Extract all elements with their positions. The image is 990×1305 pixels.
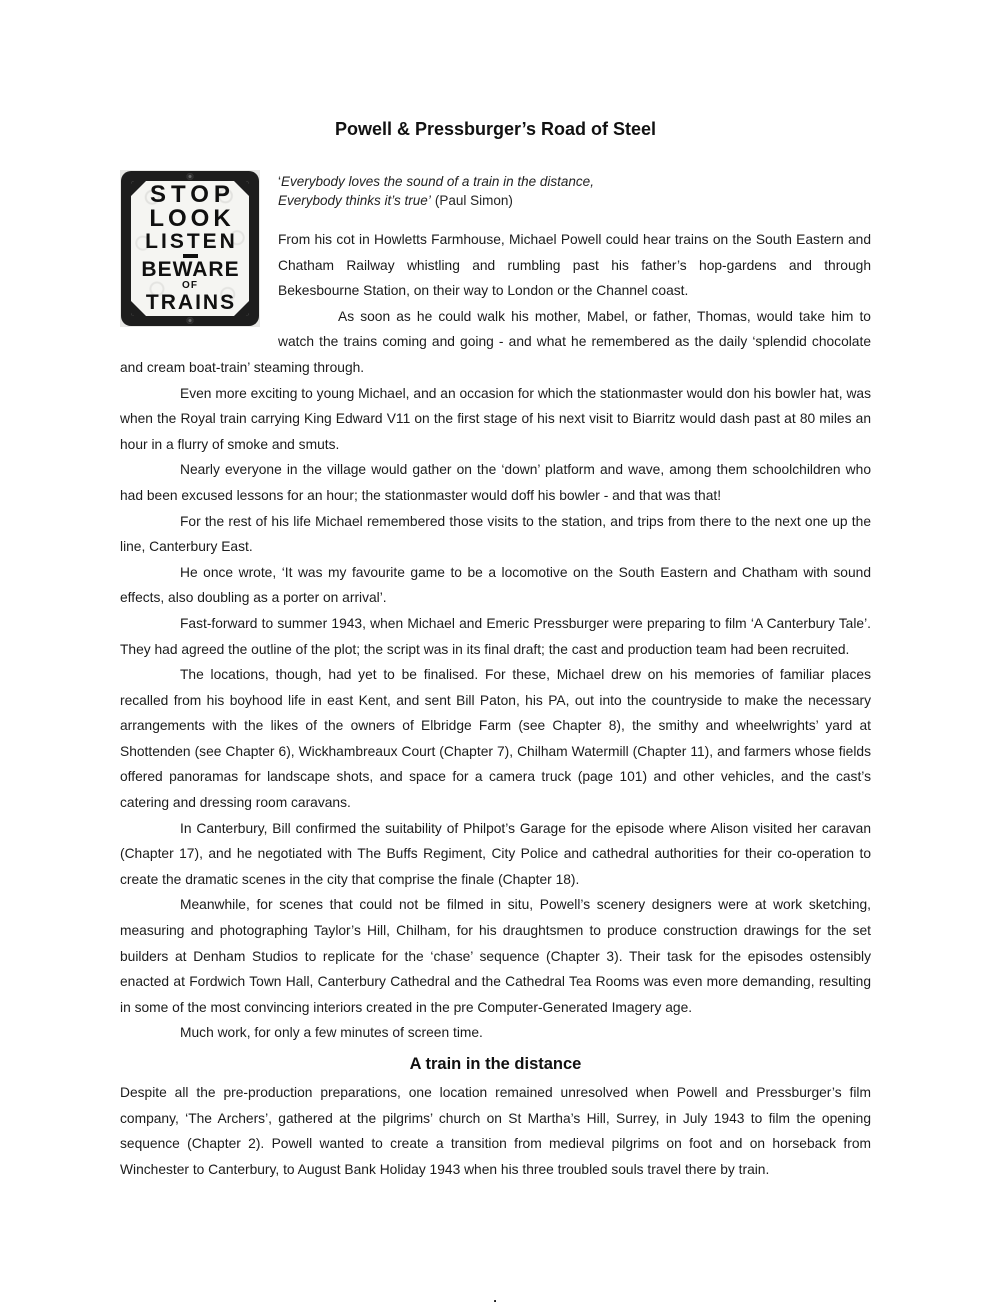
body-paragraph: Nearly everyone in the village would gather on the ‘down’ platform and wave, among them schoolchildren who had been excused lessons for an hour; the stationmaster would doff his bowler - and that was that!: [120, 462, 871, 503]
page-title: Powell & Pressburger’s Road of Steel: [334, 119, 657, 139]
body-paragraph: Despite all the pre-production preparations, one location remained unresolved when Powell and Pressburger’s film company, ‘The Archers’, gathered at the pilgrims’ church on St Martha’s Hill, Surrey, in July 1943 to film the opening sequence (Chapter 2). Powell wanted to create a transition from medieval pilgrims on foot and on horseback from Winchester to Canterbury, to August Bank Holiday 1943 when his three troubled souls travel there by train.: [120, 1085, 871, 1177]
body-paragraph: He once wrote, ‘It was my favourite game to be a locomotive on the South Eastern and Chatham with sound effects, also doubling as a porter on arrival’.: [120, 564, 871, 606]
sign-text-trains: TRAINS: [145, 291, 237, 314]
quote-open-mark: ‘: [278, 174, 281, 189]
sign-text-stop: STOP: [150, 181, 235, 208]
sign-plate: [121, 171, 259, 326]
sign-face: [131, 181, 249, 316]
body-paragraph: For the rest of his life Michael remembered those visits to the station, and trips from there to the next one up the line, Canterbury East.: [120, 513, 871, 555]
body-paragraph: From his cot in Howletts Farmhouse, Michael Powell could hear trains on the South Eastern and Chatham Railway whistling and rumbling past his father’s hop-gardens and through Bekesbourne Station, on their way to London or the Channel coast.: [278, 232, 871, 299]
paragraphs-section-1: [120, 227, 871, 1046]
sign-text-listen: LISTEN: [145, 230, 238, 253]
footer-mark: .: [493, 1290, 497, 1305]
paragraphs-section-2: [120, 1080, 871, 1182]
body-paragraph: Much work, for only a few minutes of screen time.: [180, 1025, 483, 1041]
quote-line-1: Everybody loves the sound of a train in the distance,: [281, 174, 594, 189]
body-paragraph: Meanwhile, for scenes that could not be filmed in situ, Powell’s scenery designers were at work sketching, measuring and photographing Taylor’s Hill, Chilham, for his draughtsmen to produce construction drawings for the set builders at Denham Studios to replicate for the ‘chase’ sequence (Chapter 3). Their task for the episodes ostensibly enacted at Fordwich Town Hall, Canterbury Cathedral and the Cathedral Tea Rooms was even more demanding, resulting in some of the most convincing interiors created in the pre Computer-Generated Imagery age.: [120, 897, 871, 1015]
body-flow: [120, 168, 871, 1182]
sign-text-beware: BEWARE: [141, 258, 240, 281]
quote-attribution: (Paul Simon): [434, 193, 513, 208]
body-paragraph: In Canterbury, Bill confirmed the suitability of Philpot’s Garage for the episode where Alison visited her caravan (Chapter 17), and he negotiated with The Buffs Regiment, City Police and cathedral authorities for their co-operation to create the dramatic scenes in the city that comprise the finale (Chapter 18).: [120, 820, 871, 887]
body-paragraph: Even more exciting to young Michael, and an occasion for which the stationmaster would don his bowler hat, was when the Royal train carrying King Edward V11 on the first stage of his next visit to Biarritz would dash past at 80 miles an hour in a flurry of smoke and smuts.: [120, 385, 871, 452]
bolt-icon: [187, 173, 194, 180]
sign-text-of: OF: [182, 280, 198, 291]
railway-sign-photo: [120, 170, 260, 327]
sign-text-look: LOOK: [149, 205, 235, 232]
section-heading: A train in the distance: [409, 1055, 582, 1073]
body-paragraph: The locations, though, had yet to be finalised. For these, Michael drew on his memories of familiar places recalled from his boyhood life in east Kent, and sent Bill Paton, his PA, out into the countryside to make the necessary arrangements with the likes of the owners of Elbridge Farm (see Chapter 8), the smithy and wheelwrights’ yard at Shottenden (see Chapter 6), Wickhambreaux Court (Chapter 7), Chilham Watermill (Chapter 11), and farmers whose fields offered panoramas for landscape shots, and space for a camera truck (page 101) and other vehicles, and the cast’s catering and dressing room caravans.: [120, 667, 871, 811]
quote-line-2: Everybody thinks it’s true’: [278, 193, 431, 208]
body-paragraph: Fast-forward to summer 1943, when Michael and Emeric Pressburger were preparing to film ‘A Canterbury Tale’. They had agreed the outline of the plot; the script was in its final draft; the cast and production team had been recruited.: [120, 615, 871, 657]
body-paragraph: As soon as he could walk his mother, Mabel, or father, Thomas, would take him to watch the trains coming and going - and what he remembered as the daily ‘splendid chocolate and cream boat-train’ steaming through.: [120, 308, 871, 375]
bolt-icon: [187, 317, 194, 324]
